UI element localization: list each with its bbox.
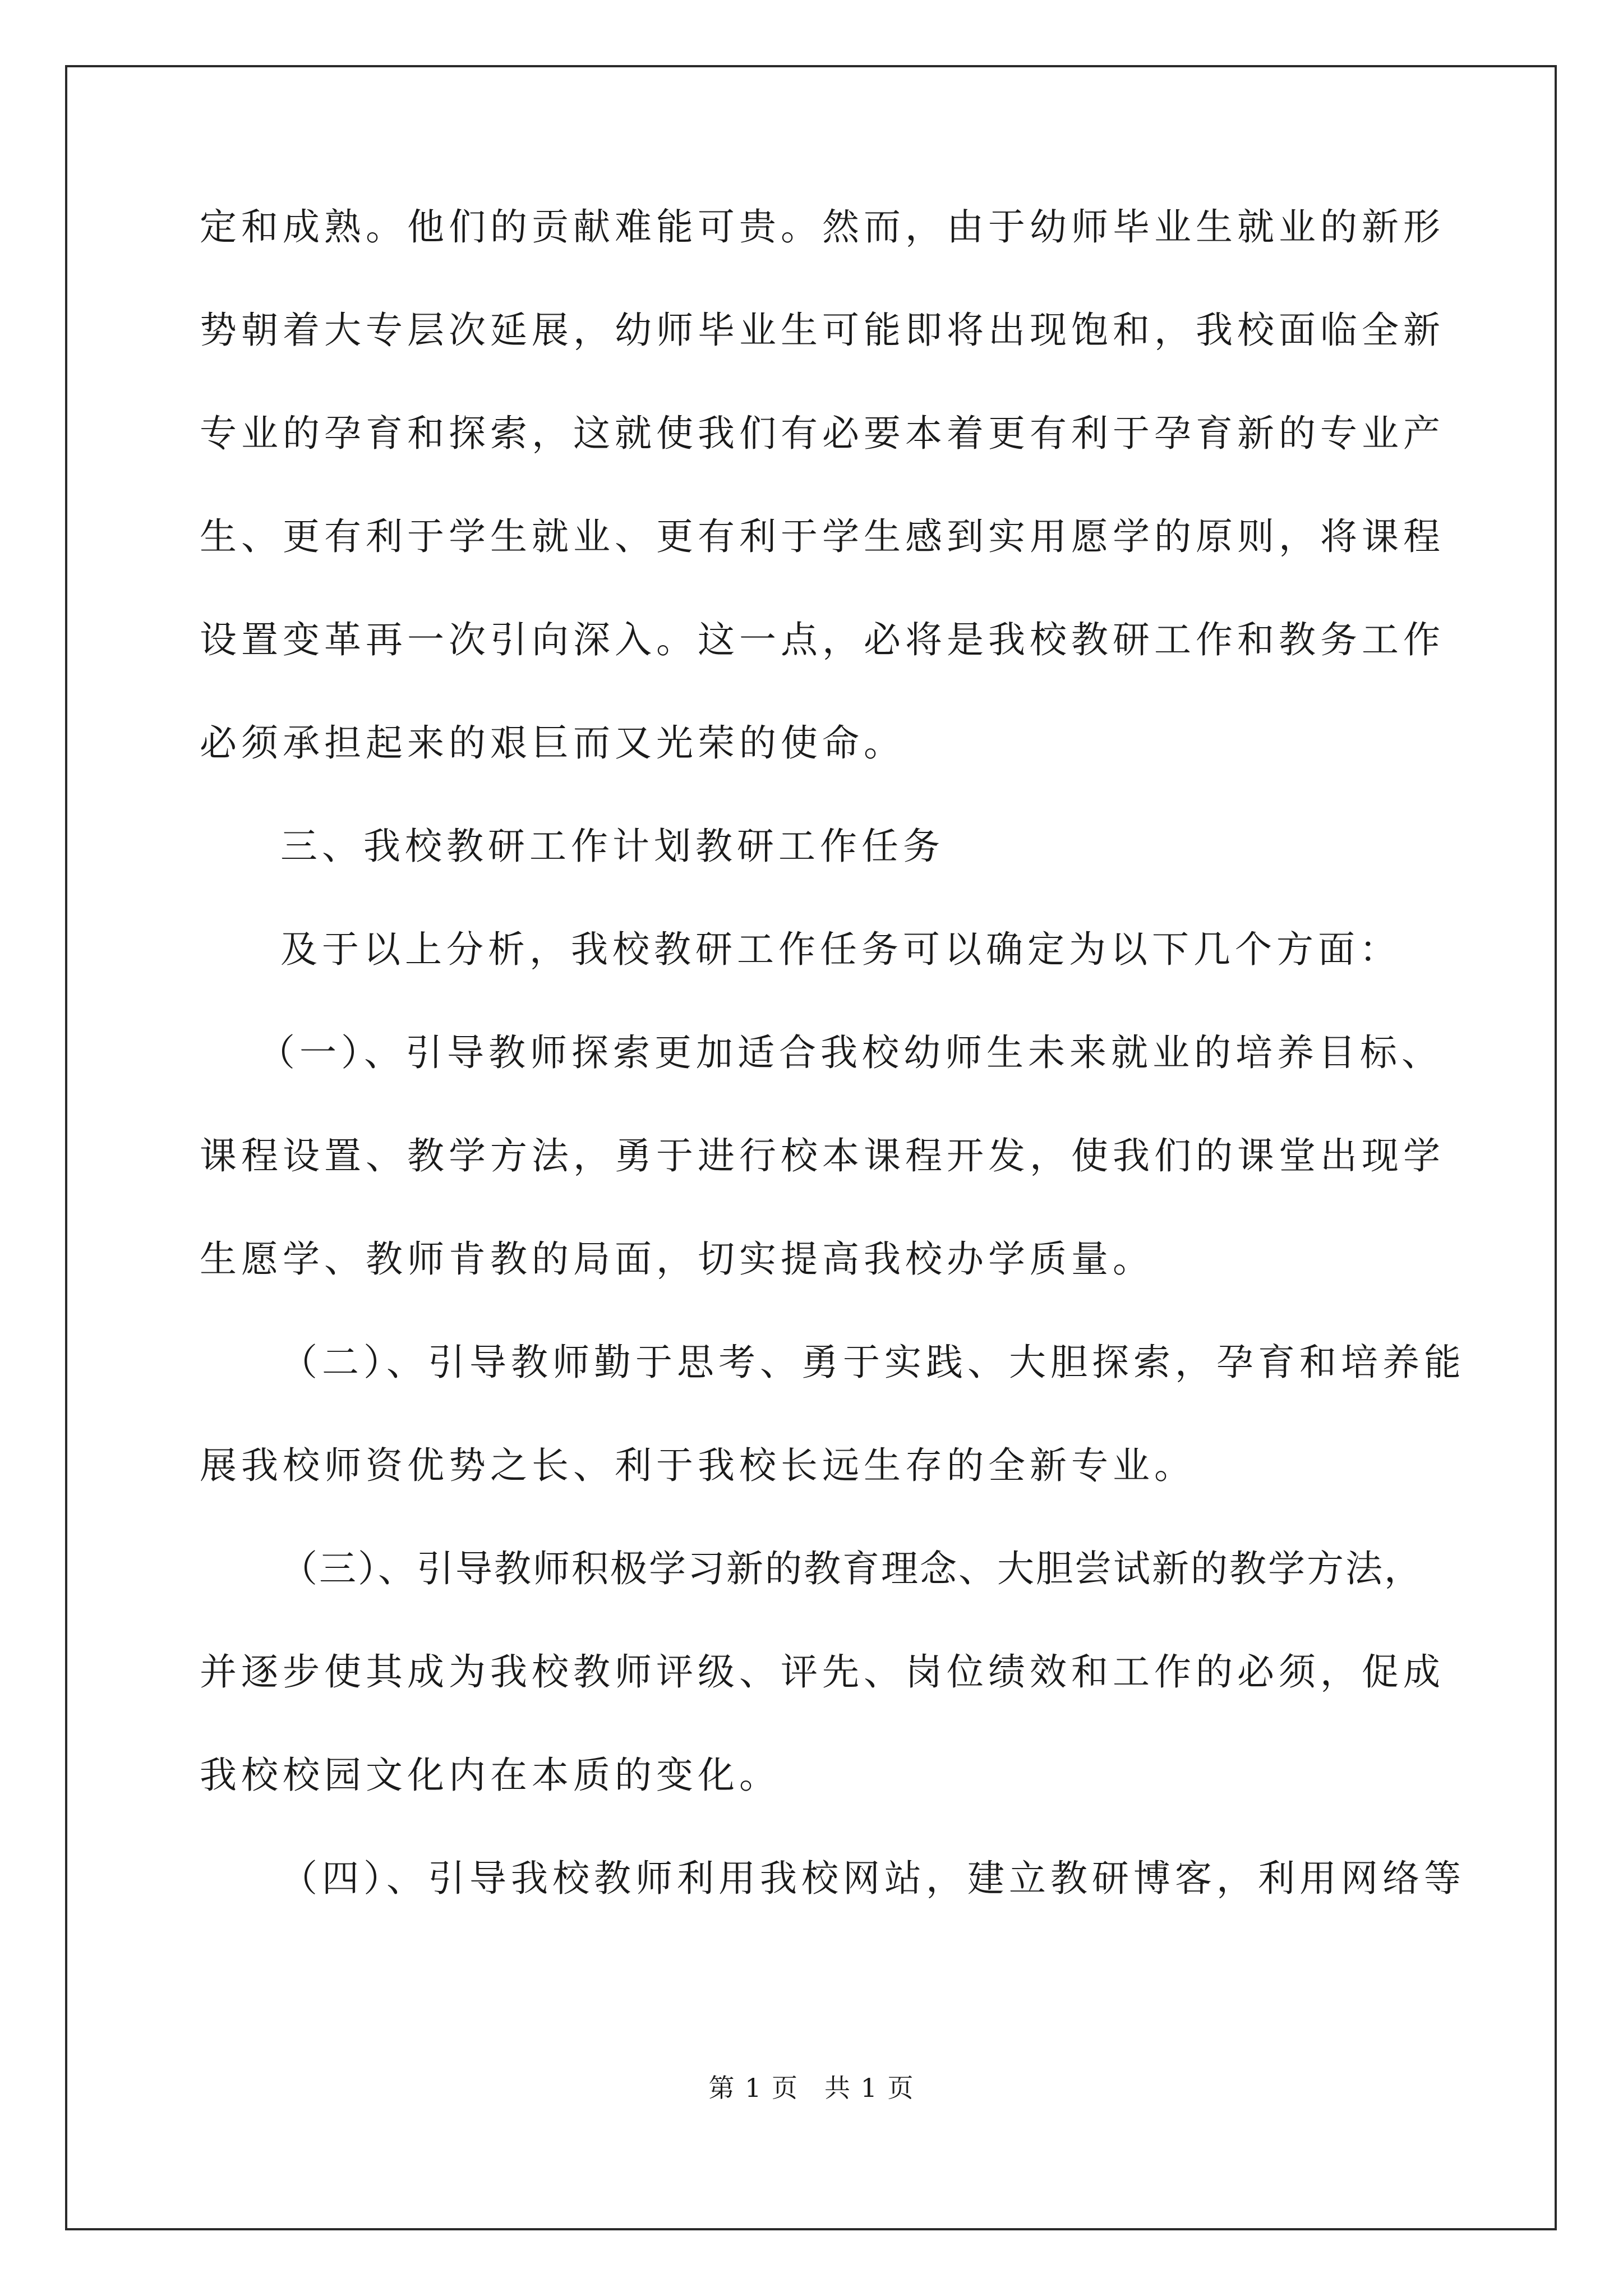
text-line: 生、更有利于学生就业、更有利于学生感到实用愿学的原则，将课程 [200,515,1445,558]
text-line: 专业的孕育和探索，这就使我们有必要本着更有利于孕育新的专业产 [200,412,1445,455]
section-heading: 三、我校教研工作计划教研工作任务 [280,825,944,868]
page-total: 共 1 页 [824,2073,915,2103]
page-number: 第 1 页 [708,2073,799,2103]
text-line: 并逐步使其成为我校教师评级、评先、岗位绩效和工作的必须，促成 [200,1650,1445,1694]
text-line: 展我校师资优势之长、利于我校长远生存的全新专业。 [200,1444,1196,1487]
text-line: 必须承担起来的艰巨而又光荣的使命。 [200,721,905,765]
paragraph-start: 及于以上分析，我校教研工作任务可以确定为以下几个方面： [280,928,1401,971]
text-line: 定和成熟。他们的贡献难能可贵。然而，由于幼师毕业生就业的新形 [200,205,1445,249]
text-line: 生愿学、教师肯教的局面，切实提高我校办学质量。 [200,1237,1154,1281]
list-item-start: （三）、引导教师积极学习新的教育理念、大胆尝试新的教学方法， [280,1547,1423,1590]
text-line: 我校校园文化内在本质的变化。 [200,1754,781,1797]
list-item-start: （四）、引导我校教师利用我校网站，建立教研博客，利用网络等 [280,1857,1465,1900]
text-line: 课程设置、教学方法，勇于进行校本课程开发，使我们的课堂出现学 [200,1134,1445,1177]
text-line: 设置变革再一次引向深入。这一点，必将是我校教研工作和教务工作 [200,618,1445,661]
text-line: 势朝着大专层次延展，幼师毕业生可能即将出现饱和，我校面临全新 [200,309,1445,352]
list-item-start: （二）、引导教师勤于思考、勇于实践、大胆探索，孕育和培养能 [280,1341,1465,1384]
list-item-start: （一）、引导教师探索更加适合我校幼师生未来就业的培养目标、 [258,1031,1443,1074]
page-footer [0,2071,1623,2105]
